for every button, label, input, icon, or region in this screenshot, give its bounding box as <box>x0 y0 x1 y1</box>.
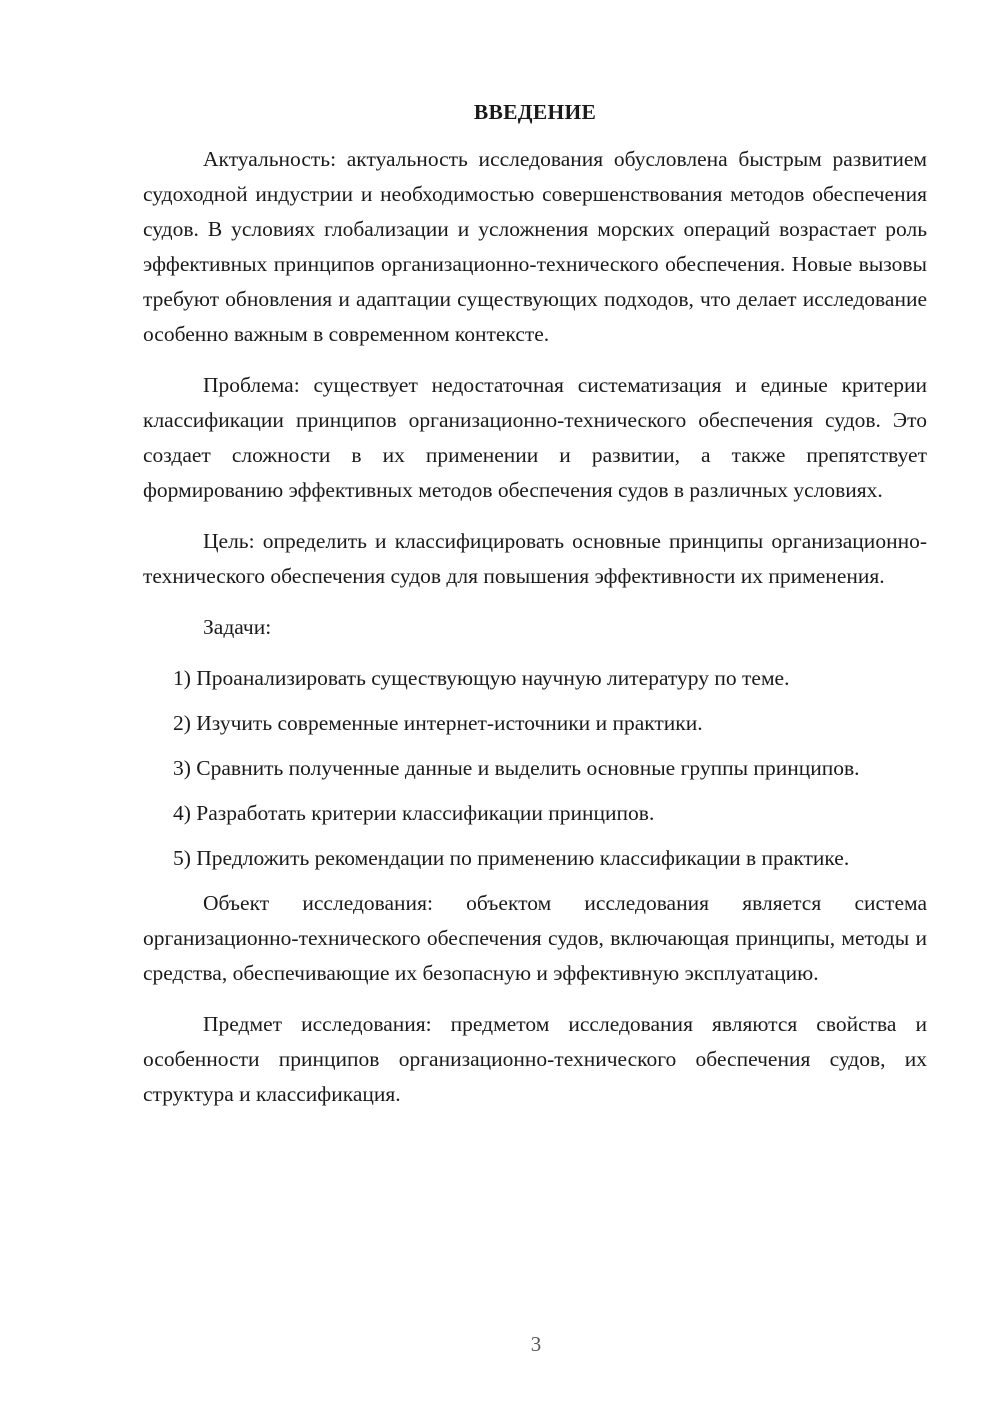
object-paragraph: Объект исследования: объектом исследования является система организационно-технического обеспечения судов, включающая принципы, методы и средства, обеспечивающие их безопасную и эффективную эксплуатацию. <box>143 891 927 985</box>
task-item: 1) Проанализировать существующую научную литературу по теме. <box>173 666 790 690</box>
task-item: 5) Предложить рекомендации по применению классификации в практике. <box>173 846 850 870</box>
problem-paragraph: Проблема: существует недостаточная систематизация и единые критерии классификации принципов организационно-технического обеспечения судов. Это создает сложности в их применении и развитии, а также препятствует формированию эффективных методов обеспечения судов в различных условиях. <box>143 373 927 502</box>
goal-paragraph: Цель: определить и классифицировать основные принципы организационно-технического обеспечения судов для повышения эффективности их применения. <box>143 529 927 588</box>
section-title: ВВЕДЕНИЕ <box>473 100 597 124</box>
relevance-paragraph: Актуальность: актуальность исследования обусловлена быстрым развитием судоходной индустрии и необходимостью совершенствования методов обеспечения судов. В условиях глобализации и усложнения морских операций возрастает роль эффективных принципов организационно-технического обеспечения. Новые вызовы требуют обновления и адаптации существующих подходов, что делает исследование особенно важным в современном контексте. <box>143 147 927 346</box>
subject-paragraph: Предмет исследования: предметом исследования являются свойства и особенности принципов организационно-технического обеспечения судов, их структура и классификация. <box>143 1012 927 1106</box>
task-item: 4) Разработать критерии классификации принципов. <box>173 801 655 825</box>
task-item: 3) Сравнить полученные данные и выделить основные группы принципов. <box>173 756 860 780</box>
tasks-heading: Задачи: <box>203 615 272 639</box>
document-body <box>143 95 927 1128</box>
page-number: 3 <box>530 1332 542 1356</box>
task-item: 2) Изучить современные интернет-источники и практики. <box>173 711 703 735</box>
